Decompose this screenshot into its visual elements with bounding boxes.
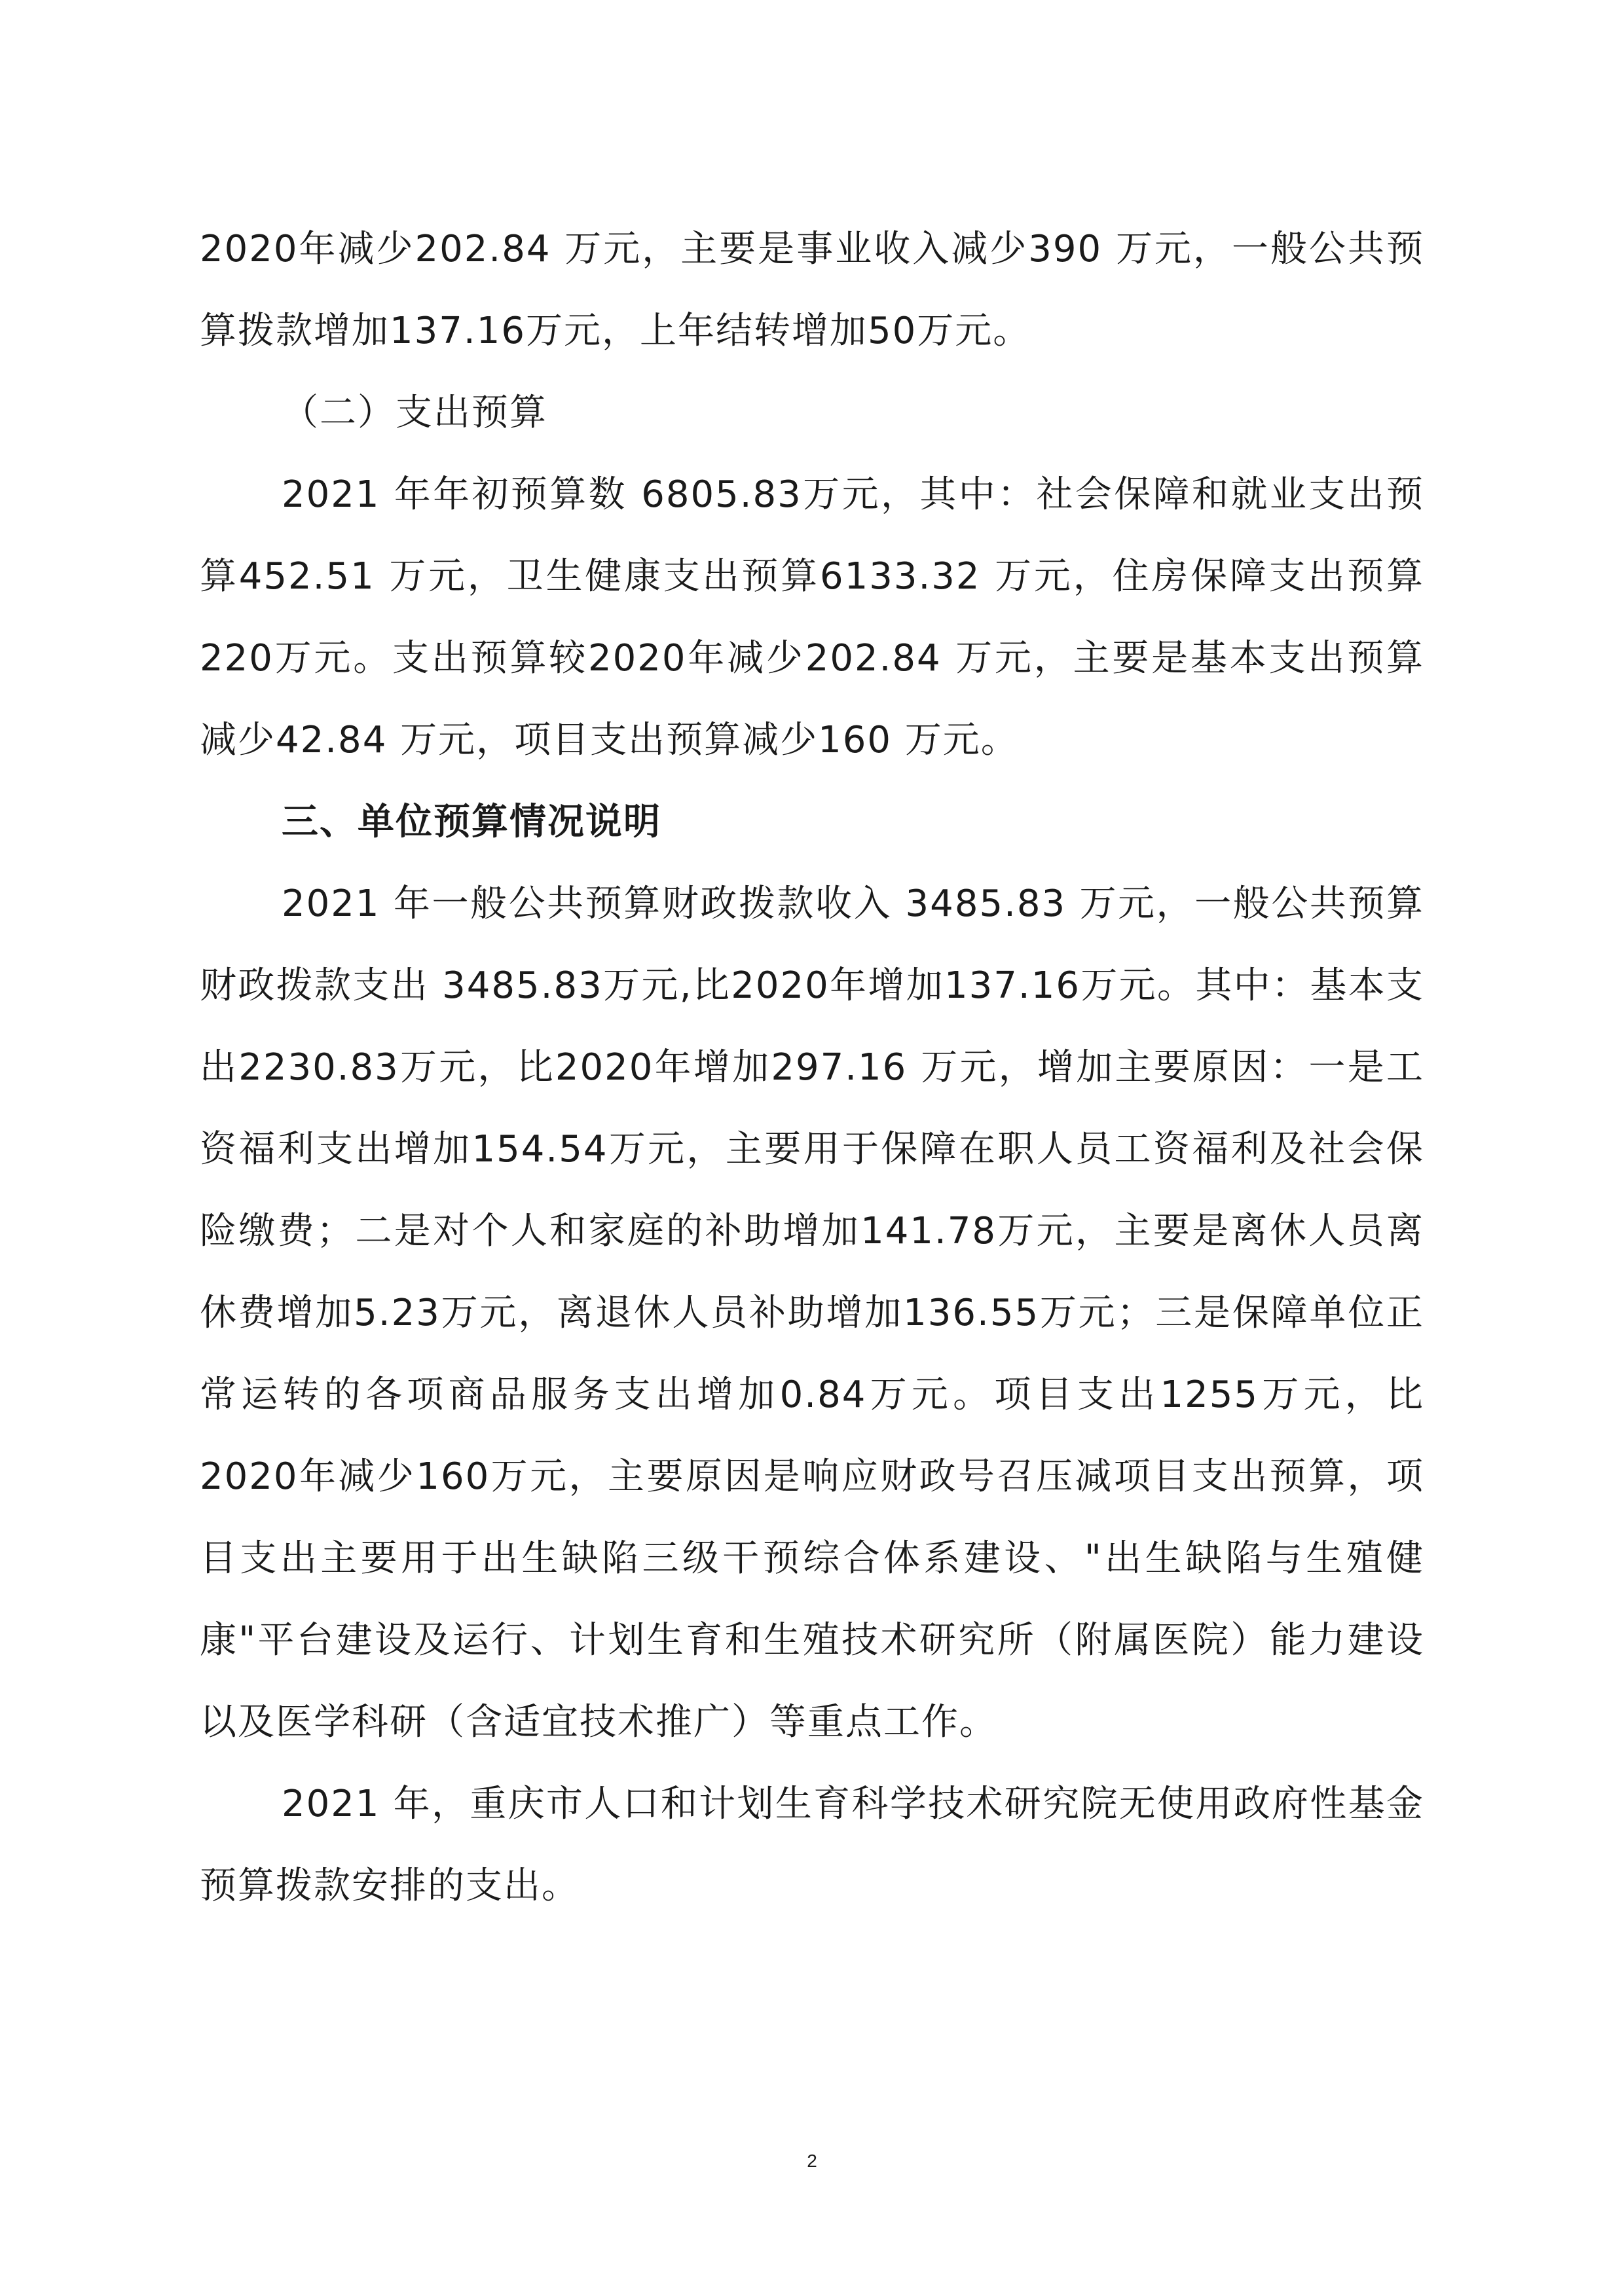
paragraph-income-change: 2020年减少202.84 万元，主要是事业收入减少390 万元，一般公共预算拨款增加137.16万元，上年结转增加50万元。 [200,228,1424,352]
document-body [200,208,1424,1927]
page-number: 2 [807,2151,817,2171]
paragraph-general-budget: 2021 年一般公共预算财政拨款收入 3485.83 万元，一般公共预算财政拨款支出 3485.83万元,比2020年增加137.16万元。其中：基本支出2230.83万元，比2020年增加297.16 万元，增加主要原因：一是工资福利支出增加154.54万元，主要用于保障在职人员工资福利及社会保险缴费；二是对个人和家庭的补助增加141.78万元，主要是离休人员离休费增加5.23万元，离退休人员补助增加136.55万元；三是保障单位正常运转的各项商品服务支出增加0.84万元。项目支出1255万元，比2020年减少160万元，主要原因是响应财政号召压减项目支出预算，项目支出主要用于出生缺陷三级干预综合体系建设、"出生缺陷与生殖健康"平台建设及运行、计划生育和生殖技术研究所（附属医院）能力建设以及医学科研（含适宜技术推广）等重点工作。 [200,883,1424,1743]
paragraph-government-fund: 2021 年，重庆市人口和计划生育科学技术研究院无使用政府性基金预算拨款安排的支出。 [200,1783,1424,1907]
section-heading-expenditure-budget: （二）支出预算 [282,392,547,434]
section-heading-unit-budget: 三、单位预算情况说明 [282,801,661,843]
paragraph-expenditure-budget: 2021 年年初预算数 6805.83万元，其中：社会保障和就业支出预算452.51 万元，卫生健康支出预算6133.32 万元，住房保障支出预算 220万元。支出预算较2020年减少202.84 万元，主要是基本支出预算减少42.84 万元，项目支出预算减少160 万元。 [200,473,1424,761]
